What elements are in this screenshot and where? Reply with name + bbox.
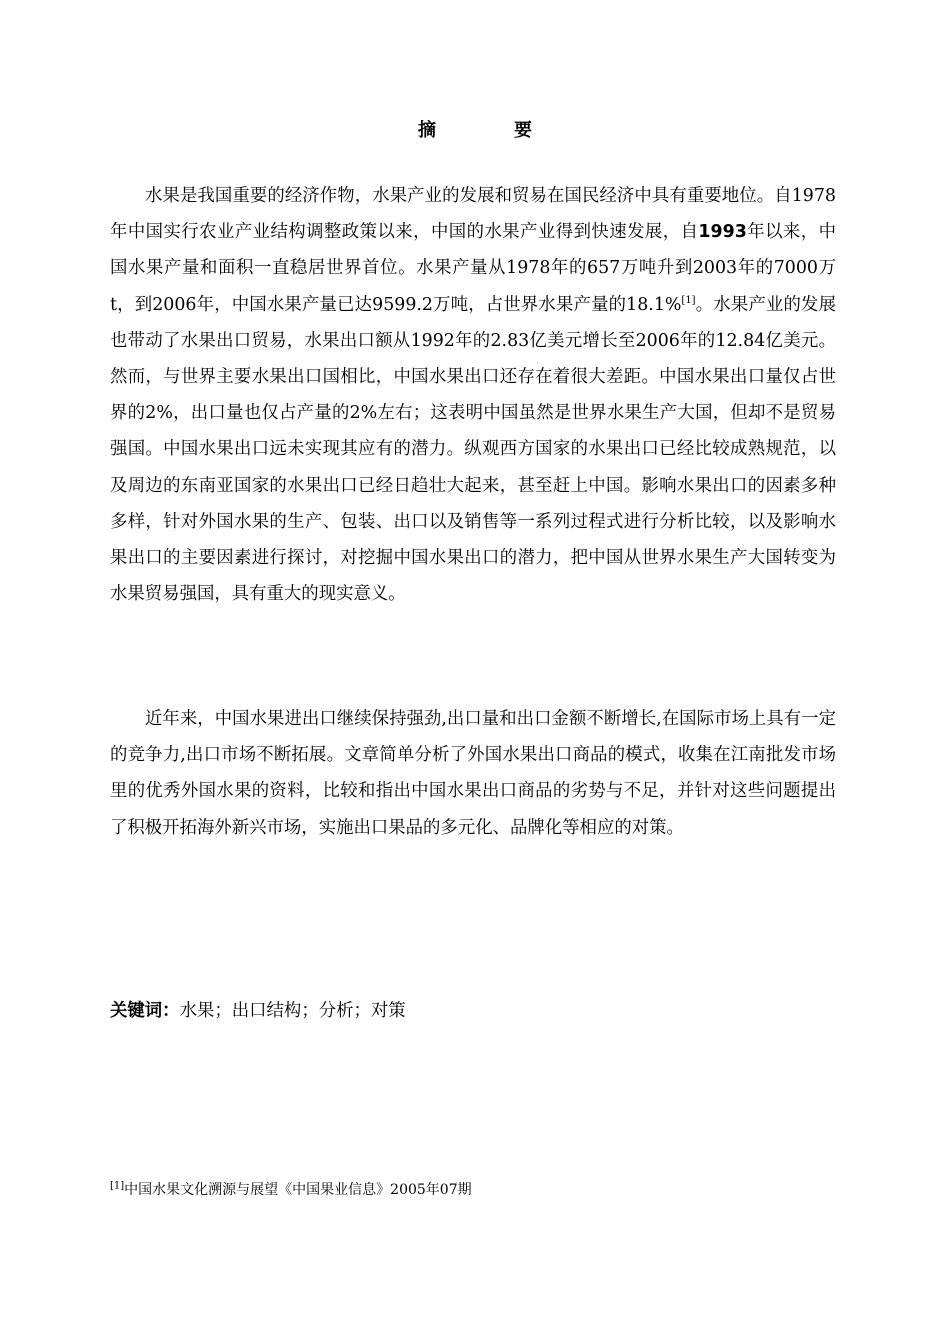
keywords-line: [110, 997, 406, 1025]
keywords-value: 水果；出口结构；分析；对策: [179, 1001, 406, 1021]
abstract-title: 摘 要: [418, 120, 562, 141]
footnote-marker: [1]: [110, 1180, 125, 1192]
footnote: [110, 1178, 472, 1202]
p1-year-1978: 1978: [791, 186, 836, 206]
footnote-text: 中国水果文化溯源与展望《中国果业信息》2005年07期: [124, 1182, 472, 1198]
abstract-paragraph-1: [110, 178, 836, 612]
p1-text-3: 年以来，中国水果产量和面积一直稳居世界首位。水果产量从1978年的657万吨升到2003年的7000万t，到2006年，中国水果产量已达9599.2万吨，占世界水果产量的18.1%: [110, 222, 836, 315]
keywords-label: 关键词：: [110, 1001, 180, 1021]
p1-text-2: 年中国实行农业产业结构调整政策以来，中国的水果产业得到快速发展，自: [110, 222, 699, 243]
p1-text-1: 水果是我国重要的经济作物，水果产业的发展和贸易在国民经济中具有重要地位。自: [145, 186, 792, 206]
footnote-reference[interactable]: [1]: [681, 294, 696, 306]
p1-year-1993: 1993: [698, 222, 747, 243]
p1-text-4: 。水果产业的发展也带动了水果出口贸易，水果出口额从1992年的2.83亿美元增长至2006年的12.84亿美元。然而，与世界主要水果出口国相比，中国水果出口还存在着很大差距。中国水果出口量仅占世界的2%，出口量也仅占产量的2%左右；这表明中国虽然是世界水果生产大国，但却不是贸易强国。中国水果出口远未实现其应有的潜力。纵观西方国家的水果出口已经比较成熟规范，以及周边的东南亚国家的水果出口已经日趋壮大起来，甚至赶上中国。影响水果出口的因素多种多样，针对外国水果的生产、包装、出口以及销售等一系列过程式进行分析比较，以及影响水果出口的主要因素进行探讨，对挖掘中国水果出口的潜力，把中国从世界水果生产大国转变为水果贸易强国，具有重大的现实意义。: [110, 294, 836, 605]
abstract-paragraph-2: 近年来，中国水果进出口继续保持强劲,出口量和出口金额不断增长,在国际市场上具有一定的竞争力,出口市场不断拓展。文章简单分析了外国水果出口商品的模式，收集在江南批发市场里的优秀外国水果的资料，比较和指出中国水果出口商品的劣势与不足，并针对这些问题提出了积极开拓海外新兴市场，实施出口果品的多元化、品牌化等相应的对策。: [110, 709, 836, 838]
